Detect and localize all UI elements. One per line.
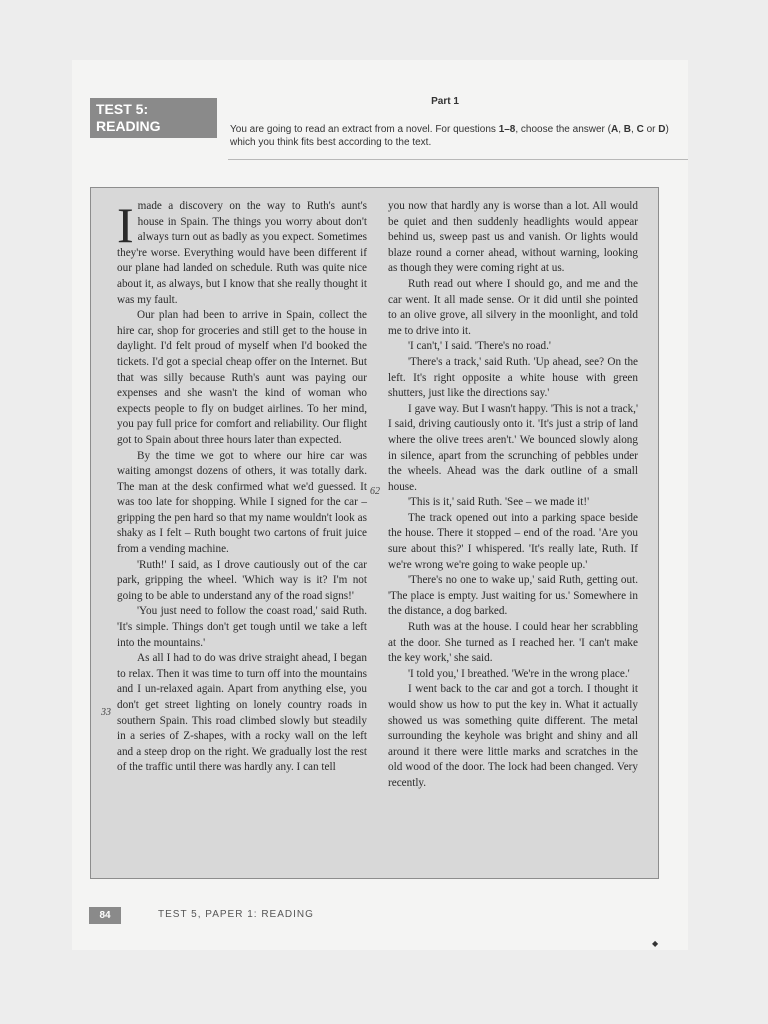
part-title: Part 1 — [431, 96, 459, 107]
paragraph-text: made a discovery on the way to Ruth's aunt's house in Spain. The things you worry about don't always turn out as badly as you expect. Sometimes they're worse. Everything would have been different if our plane had landed on schedule. Ruth was quite nice about it, as always, but I know that she really thought it was my fault. — [117, 200, 367, 306]
option-d: D — [658, 124, 666, 135]
paragraph: I gave way. But I wasn't happy. 'This is not a track,' I said, driving cautiously onto it. 'It's just a strip of land where the olive trees aren't.' We bounced slowly along in silence, apart from the scrunching of pebbles under the wheels. Ahead was the dark outline of a small house. — [388, 402, 638, 493]
paragraph: you now that hardly any is worse than a lot. All would be quiet and then suddenly headlights would appear behind us, sweep past us and vanish. Or lights would blaze round a corner ahead, without warning, looking as though they were coming right at us. — [388, 200, 638, 275]
option-c: C — [636, 124, 644, 135]
paragraph: As all I had to do was drive straight ahead, I began to relax. Then it was time to turn off into the mountains and I un-relaxed again. Apart from anything else, you don't get street lighting on lonely country roads in southern Spain. This road climbed slowly but steadily in a series of Z-shapes, with a rocky wall on the left and a steep drop on the right. We gradually lost the rest of the traffic until there was hardly any. I can tell — [117, 652, 367, 774]
line-number-62: 62 — [370, 486, 380, 497]
text-column-left — [117, 199, 367, 776]
running-title: TEST 5, PAPER 1: READING — [158, 909, 314, 920]
paragraph: 'I can't,' I said. 'There's no road.' — [408, 340, 551, 353]
paragraph — [117, 199, 367, 308]
option-a: A — [610, 124, 619, 135]
paragraph: Ruth read out where I should go, and me and the car went. It all made sense. Or it did until she pointed to an olive grove, all silvery in the moonlight, and told me to drive into it. — [388, 277, 638, 337]
test-label — [90, 98, 217, 138]
option-b: B — [623, 124, 632, 135]
page-number: 84 — [89, 907, 121, 924]
paragraph: 'There's a track,' said Ruth. 'Up ahead, see? On the left. It's right opposite a white house with green shutters, just like the directions say.' — [388, 355, 638, 400]
paragraph: Our plan had been to arrive in Spain, collect the hire car, shop for groceries and still get to the house in daylight. I'd felt proud of myself when I'd booked the tickets. I'd got a special cheap offer on the Internet. But that was silly because Ruth's aunt was paying our expenses and she wasn't the kind of woman who expects people to fly on budget airlines. To her mind, you pay full price for comfort and reliability. Our flight got to Spain about three hours later than expected. — [117, 309, 367, 446]
paragraph: Ruth was at the house. I could hear her scrabbling at the door. She turned as I reached her. 'I can't make the key work,' she said. — [388, 621, 638, 665]
text-column-right — [388, 199, 638, 792]
paragraph: 'This is it,' said Ruth. 'See – we made it!' — [408, 496, 590, 509]
instructions-pre: You are going to read an extract from a novel. For questions — [230, 124, 499, 135]
paragraph: I went back to the car and got a torch. I thought it would show us how to put the key in. What it actually showed us was something quite different. The metal surrounding the keyhole was bright and shiny and all around it there were little marks and scratches in the old wood of the door. The lock had been changed. Very recently. — [388, 683, 638, 789]
paragraph: By the time we got to where our hire car was waiting amongst dozens of others, it was totally dark. The man at the desk confirmed what we'd guessed. It was too late for shopping. While I signed for the car – gripping the pen hard so that my name wouldn't look as shaky as I felt – Ruth bought two cartons of fruit juice from a vending machine. — [117, 449, 367, 556]
line-number-33: 33 — [101, 707, 111, 718]
paragraph: 'I told you,' I breathed. 'We're in the wrong place.' — [408, 667, 630, 680]
instructions-or: or — [643, 124, 659, 135]
reading-text-box — [90, 187, 659, 879]
test-label-line1: TEST 5: — [96, 101, 149, 117]
test-label-line2: READING — [96, 118, 161, 134]
paragraph: 'There's no one to wake up,' said Ruth, getting out. 'The place is empty. Just waiting for us.' Somewhere in the distance, a dog barked. — [388, 574, 638, 618]
corner-mark-icon: ◆ — [652, 939, 659, 948]
paragraph: 'You just need to follow the coast road,' said Ruth. 'It's simple. Things don't get tough until we take a left into the mountains.' — [117, 605, 367, 649]
header-divider — [228, 159, 688, 160]
paragraph: The track opened out into a parking space beside the house. There it stopped – end of the road. 'Are you sure about this?' I whispered. 'It's really late, Ruth. If we're wrong we're going to wake people up.' — [388, 511, 638, 571]
drop-cap: I — [117, 197, 134, 253]
instructions: You are going to read an extract from a novel. For questions 1–8, choose the answer (A, B, C or D) which you think fits best according to the text. — [230, 124, 669, 148]
paragraph: 'Ruth!' I said, as I drove cautiously out of the car park, gripping the wheel. 'Which way is it? I'm not going to be able to understand any of the road signs!' — [117, 558, 367, 602]
instructions-post: ) which you think fits best according to the text. — [230, 124, 669, 148]
instructions-range: 1–8 — [498, 124, 516, 135]
instructions-mid: , choose the answer ( — [515, 124, 611, 135]
